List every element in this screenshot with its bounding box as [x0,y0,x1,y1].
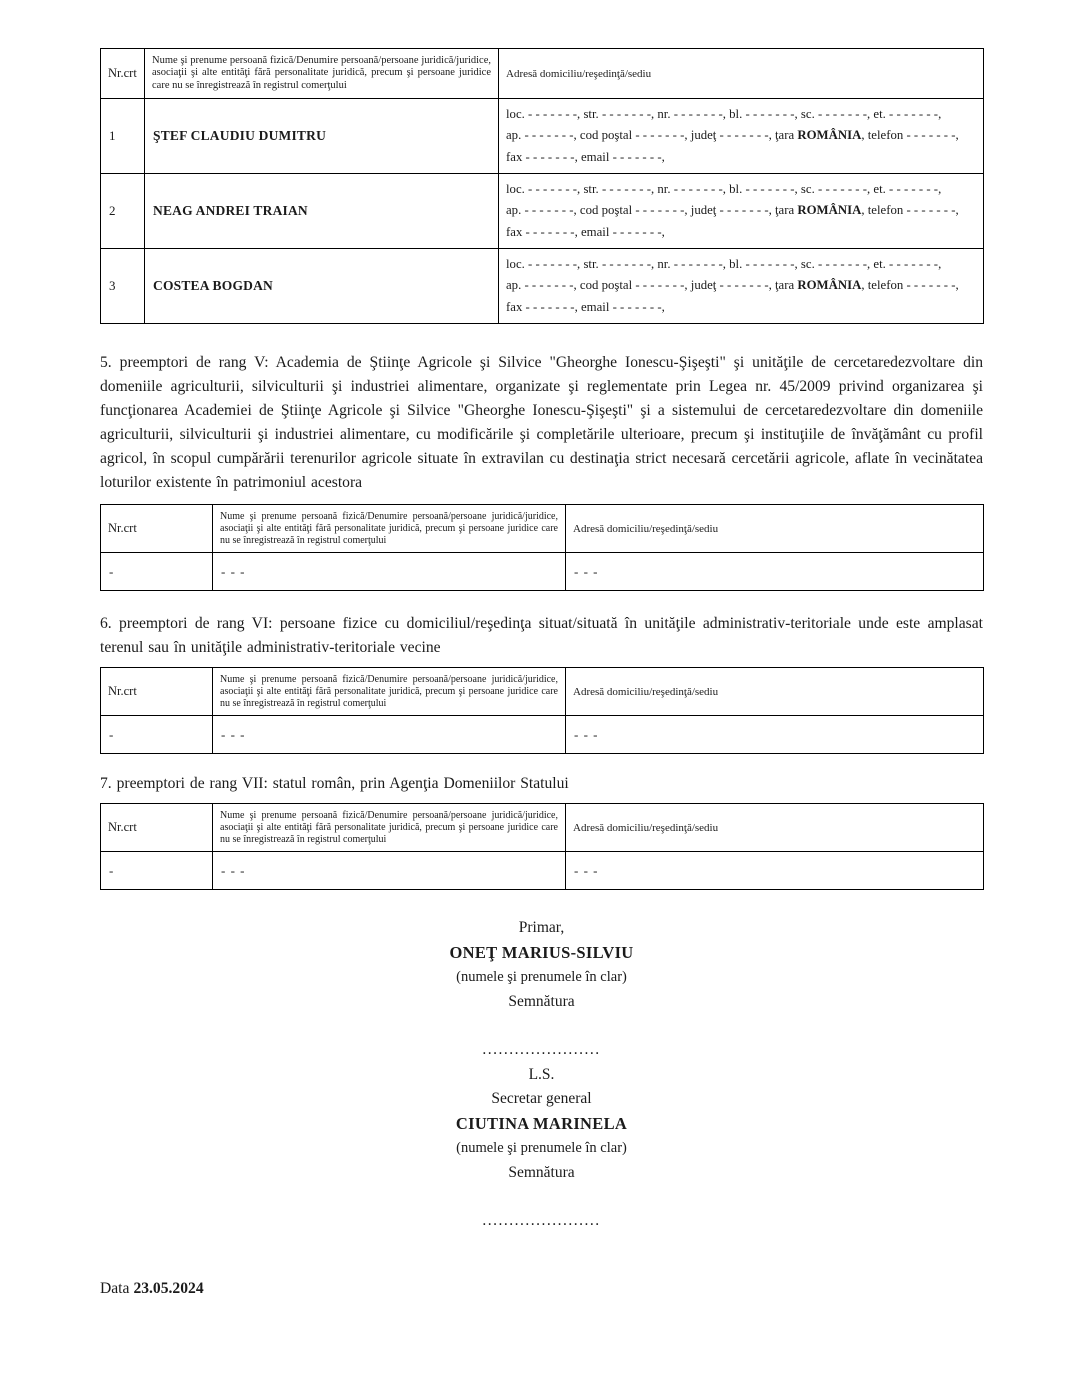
header-cell-nrcrt: Nr.crt [101,505,213,553]
empty-table-row [101,852,984,890]
address-text: loc. - - - - - - -, str. - - - - - - -, nr. - - - - - - -, bl. - - - - - - -, sc. - - - - - - -, et. - - - - - - -, [506,106,942,121]
country-name: ROMÂNIA [797,278,862,293]
table-row [101,174,984,249]
header-cell-name: Nume şi prenume persoană fizică/Denumire persoană/persoane juridică/juridice, asociaţii şi alte entităţi fără personalitate juridică, precum şi persoane juridice care nu se înregistrează în registrul comerţului [213,804,566,852]
header-cell-address: Adresă domiciliu/reşedinţă/sediu [566,505,984,553]
rank7-paragraph: 7. preemptori de rang VII: statul român, prin Agenţia Domeniilor Statului [100,775,569,792]
row-number-cell: 3 [101,249,145,324]
secretary-name-note: (numele şi prenumele în clar) [456,1140,627,1156]
date-label: Data [100,1279,130,1297]
address-text: , telefon - - - - - - -, [861,128,959,143]
person-name-cell: ŞTEF CLAUDIU DUMITRU [145,99,499,174]
rank7-preemptors-table [100,803,984,890]
address-cell [499,174,984,249]
date-line [100,1280,983,1298]
rank6-paragraph: 6. preemptori de rang VI: persoane fizice cu domiciliul/reşedinţa situat/situată în unităţile administrativ-teritoriale unde este amplasat terenul sau în unităţile administrativ-teritoriale vecine [100,615,983,656]
address-cell: - - - [566,716,984,754]
header-cell-name: Nume şi prenume persoană fizică/Denumire persoană/persoane juridică/juridice, asociaţii şi alte entităţi fără personalitate juridică, precum şi persoane juridice care nu se înregistrează în registrul comerţului [145,49,499,99]
address-text: loc. - - - - - - -, str. - - - - - - -, nr. - - - - - - -, bl. - - - - - - -, sc. - - - - - - -, et. - - - - - - -, [506,256,942,271]
address-line-3 [506,147,980,169]
address-cell: - - - [566,852,984,890]
table-header-row [101,505,984,553]
address-text: loc. - - - - - - -, str. - - - - - - -, nr. - - - - - - -, bl. - - - - - - -, sc. - - - - - - -, et. - - - - - - -, [506,181,942,196]
address-cell [499,249,984,324]
header-cell-nrcrt: Nr.crt [101,49,145,99]
country-name: ROMÂNIA [797,203,862,218]
signature-block [100,916,983,1234]
header-cell-nrcrt: Nr.crt [101,668,213,716]
document-content [100,48,983,1298]
address-text: fax - - - - - - -, email - - - - - - -, [506,299,665,314]
header-cell-address: Adresă domiciliu/reşedinţă/sediu [566,804,984,852]
address-line-2 [506,125,980,147]
rank4-preemptors-table [100,48,984,324]
address-line-2 [506,275,980,297]
person-name-cell: - - - [213,553,566,591]
country-name: ROMÂNIA [797,128,862,143]
header-cell-address: Adresă domiciliu/reşedinţă/sediu [566,668,984,716]
header-cell-name: Nume şi prenume persoană fizică/Denumire persoană/persoane juridică/juridice, asociaţii şi alte entităţi fără personalitate juridică, precum şi persoane juridice care nu se înregistrează în registrul comerţului [213,668,566,716]
address-line-3 [506,297,980,319]
row-number-cell: 2 [101,174,145,249]
rank5-preemptors-table [100,504,984,591]
person-name-cell: COSTEA BOGDAN [145,249,499,324]
address-line-1 [506,104,980,126]
address-text: ap. - - - - - - -, cod poştal - - - - - - -, judeţ - - - - - - -, ţara [506,203,798,218]
table-header-row [101,49,984,99]
mayor-name-note: (numele şi prenumele în clar) [456,969,627,985]
address-line-2 [506,200,980,222]
date-value: 23.05.2024 [133,1279,204,1297]
secretary-sign-label: Semnătura [508,1163,575,1181]
address-cell [499,99,984,174]
table-header-row [101,804,984,852]
address-text: fax - - - - - - -, email - - - - - - -, [506,224,665,239]
address-text: , telefon - - - - - - -, [861,203,959,218]
address-line-3 [506,222,980,244]
row-number-cell: - [101,553,213,591]
empty-table-row [101,553,984,591]
table-header-row [101,668,984,716]
person-name-cell: - - - [213,852,566,890]
address-text: fax - - - - - - -, email - - - - - - -, [506,149,665,164]
person-name-cell: NEAG ANDREI TRAIAN [145,174,499,249]
mayor-signature-dots: ...................... [482,1041,601,1058]
row-number-cell: - [101,716,213,754]
secretary-name: CIUTINA MARINELA [455,1113,628,1133]
secretary-signature-dots: ...................... [482,1212,601,1229]
address-text: , telefon - - - - - - -, [861,278,959,293]
address-text: ap. - - - - - - -, cod poştal - - - - - - -, judeţ - - - - - - -, ţara [506,128,798,143]
address-line-1 [506,179,980,201]
header-cell-name: Nume şi prenume persoană fizică/Denumire persoană/persoane juridică/juridice, asociaţii şi alte entităţi fără personalitate juridică, precum şi persoane juridice care nu se înregistrează în registrul comerţului [213,505,566,553]
rank6-preemptors-table [100,667,984,754]
table-row [101,249,984,324]
address-text: ap. - - - - - - -, cod poştal - - - - - - -, judeţ - - - - - - -, ţara [506,278,798,293]
mayor-title: Primar, [518,919,565,936]
header-cell-address: Adresă domiciliu/reşedinţă/sediu [499,49,984,99]
address-line-1 [506,254,980,276]
rank5-paragraph: 5. preemptori de rang V: Academia de Ştiinţe Agricole şi Silvice "Gheorghe Ionescu-Şişeşti" şi unităţile de cercetaredezvoltare din domeniile agriculturii, silviculturii şi industriei alimentare, organizate şi reglementate prin Legea nr. 45/2009 privind organizarea şi funcţionarea Academiei de Ştiinţe Agricole şi Silvice "Gheorghe Ionescu-Şişeşti" şi a sistemului de cercetaredezvoltare din domeniile agriculturii, silviculturii şi industriei alimentare, cu modificările şi completările ulterioare, precum şi instituţiile de învăţământ cu profil agricol, în scopul cumpărării terenurilor agricole situate în extravilan cu destinaţia strict necesară cercetării agricole, aflate în vecinătatea loturilor existente în patrimoniul acestora [100,354,983,491]
mayor-name: ONEŢ MARIUS-SILVIU [449,942,634,962]
table-row [101,99,984,174]
secretary-title: Secretar general [491,1090,592,1107]
mayor-sign-label: Semnătura [508,992,575,1010]
ls-label: L.S. [528,1065,555,1083]
empty-table-row [101,716,984,754]
row-number-cell: - [101,852,213,890]
row-number-cell: 1 [101,99,145,174]
person-name-cell: - - - [213,716,566,754]
address-cell: - - - [566,553,984,591]
header-cell-nrcrt: Nr.crt [101,804,213,852]
